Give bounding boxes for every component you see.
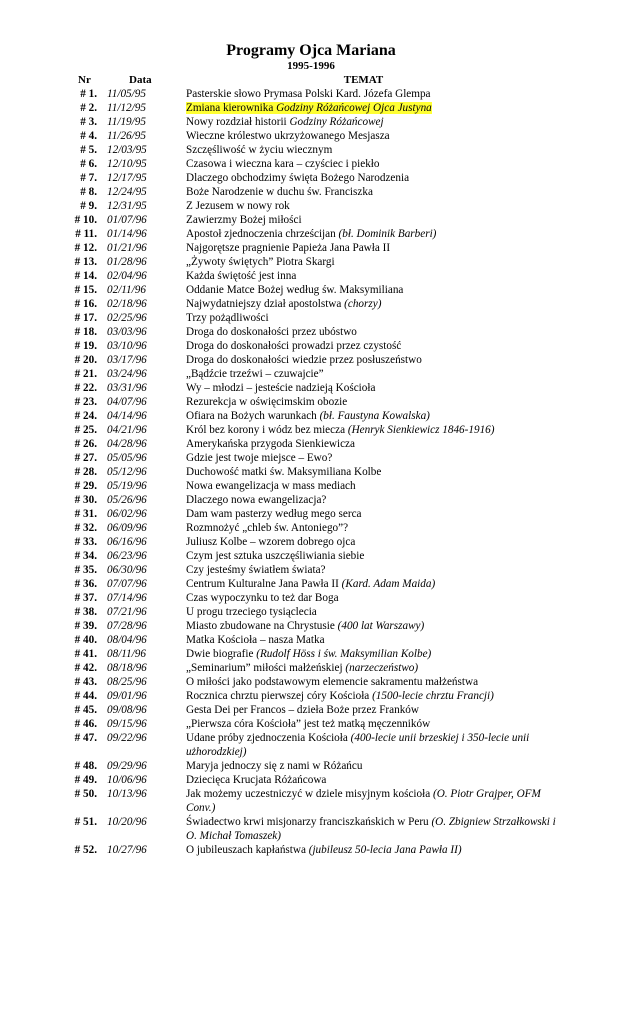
program-number: # 7. xyxy=(80,172,97,184)
program-topic xyxy=(186,297,556,311)
topic-text: Czasowa i wieczna kara – czyściec i piekło xyxy=(186,158,380,170)
topic-italic-text: (400 lat Warszawy) xyxy=(337,620,425,632)
list-item xyxy=(0,759,622,773)
topic-text: Droga do doskonałości prowadzi przez czystość xyxy=(186,340,402,352)
program-number: # 20. xyxy=(74,354,97,366)
program-number: # 27. xyxy=(74,452,97,464)
column-header-data: Data xyxy=(129,74,152,86)
program-number: # 16. xyxy=(74,298,97,310)
program-topic xyxy=(186,171,556,185)
program-date: 06/16/96 xyxy=(107,536,147,548)
topic-italic-text: (Kard. Adam Maida) xyxy=(341,578,436,590)
list-item xyxy=(0,325,622,339)
topic-text: Szczęśliwość w życiu wiecznym xyxy=(186,144,333,156)
topic-text: O miłości jako podstawowym elemencie sakramentu małżeństwa xyxy=(186,676,479,688)
program-number: # 40. xyxy=(74,634,97,646)
program-number: # 5. xyxy=(80,144,97,156)
topic-text: „Pierwsza córa Kościoła” jest też matką męczenników xyxy=(186,718,431,730)
program-number: # 43. xyxy=(74,676,97,688)
topic-italic-text: (jubileusz 50-lecia Jana Pawła II) xyxy=(308,844,462,856)
program-topic xyxy=(186,549,556,563)
program-topic xyxy=(186,661,556,675)
topic-text: Dziecięca Krucjata Różańcowa xyxy=(186,774,327,786)
program-topic xyxy=(186,493,556,507)
list-item xyxy=(0,577,622,591)
program-number: # 47. xyxy=(74,732,97,744)
program-date: 09/01/96 xyxy=(107,690,147,702)
program-topic xyxy=(186,367,556,381)
program-topic xyxy=(186,843,556,857)
program-topic xyxy=(186,143,556,157)
program-topic xyxy=(186,605,556,619)
topic-text: Droga do doskonałości wiedzie przez posłuszeństwo xyxy=(186,354,422,366)
program-number: # 48. xyxy=(74,760,97,772)
topic-text: Czym jest sztuka uszczęśliwiania siebie xyxy=(186,550,365,562)
list-item xyxy=(0,185,622,199)
program-date: 01/21/96 xyxy=(107,242,147,254)
program-number: # 41. xyxy=(74,648,97,660)
topic-text: Gesta Dei per Francos – dzieła Boże przez Franków xyxy=(186,704,419,716)
topic-italic-text: (1500-lecie chrztu Francji) xyxy=(372,690,494,702)
program-topic xyxy=(186,787,556,815)
list-item xyxy=(0,241,622,255)
program-date: 03/03/96 xyxy=(107,326,147,338)
topic-text: Duchowość matki św. Maksymiliana Kolbe xyxy=(186,466,382,478)
column-header-nr: Nr xyxy=(78,74,91,86)
program-topic xyxy=(186,339,556,353)
topic-text: Wy – młodzi – jesteście nadzieją Kościoła xyxy=(186,382,376,394)
topic-text: Trzy pożądliwości xyxy=(186,312,269,324)
program-topic xyxy=(186,213,556,227)
program-topic xyxy=(186,815,556,843)
topic-text: Juliusz Kolbe – wzorem dobrego ojca xyxy=(186,536,356,548)
program-topic xyxy=(186,731,556,759)
program-date: 12/31/95 xyxy=(107,200,147,212)
program-number: # 24. xyxy=(74,410,97,422)
list-item xyxy=(0,353,622,367)
program-date: 04/14/96 xyxy=(107,410,147,422)
topic-italic-text: (O. Zbigniew Strzałkowski i O. Michał Tomaszek) xyxy=(186,816,556,842)
program-number: # 9. xyxy=(80,200,97,212)
program-topic xyxy=(186,717,556,731)
program-topic xyxy=(186,381,556,395)
program-date: 07/14/96 xyxy=(107,592,147,604)
list-item xyxy=(0,717,622,731)
list-item xyxy=(0,619,622,633)
program-number: # 45. xyxy=(74,704,97,716)
topic-text: „Żywoty świętych” Piotra Skargi xyxy=(186,256,335,268)
topic-text: Dlaczego obchodzimy święta Bożego Narodzenia xyxy=(186,172,410,184)
program-topic xyxy=(186,409,556,423)
program-topic xyxy=(186,311,556,325)
list-item xyxy=(0,129,622,143)
program-number: # 50. xyxy=(74,788,97,800)
topic-text: Świadectwo krwi misjonarzy franciszkańskich w Peru xyxy=(186,816,432,828)
topic-text: „Bądźcie trzeźwi – czuwajcie” xyxy=(186,368,324,380)
program-number: # 3. xyxy=(80,116,97,128)
program-number: # 1. xyxy=(80,88,97,100)
program-number: # 29. xyxy=(74,480,97,492)
program-number: # 4. xyxy=(80,130,97,142)
program-date: 01/28/96 xyxy=(107,256,147,268)
list-item xyxy=(0,115,622,129)
program-topic xyxy=(186,325,556,339)
program-number: # 38. xyxy=(74,606,97,618)
program-number: # 17. xyxy=(74,312,97,324)
program-date: 08/04/96 xyxy=(107,634,147,646)
topic-text: Zawierzmy Bożej miłości xyxy=(186,214,302,226)
topic-italic-text: Godziny Różańcowej Ojca Justyna xyxy=(276,102,432,114)
list-item xyxy=(0,563,622,577)
program-topic xyxy=(186,675,556,689)
topic-text: Amerykańska przygoda Sienkiewicza xyxy=(186,438,355,450)
topic-text: Z Jezusem w nowy rok xyxy=(186,200,290,212)
program-date: 05/26/96 xyxy=(107,494,147,506)
list-item xyxy=(0,395,622,409)
program-date: 12/24/95 xyxy=(107,186,147,198)
program-number: # 2. xyxy=(80,102,97,114)
topic-text: Boże Narodzenie w duchu św. Franciszka xyxy=(186,186,373,198)
topic-italic-text: (narzeczeństwo) xyxy=(345,662,419,674)
program-number: # 8. xyxy=(80,186,97,198)
program-topic xyxy=(186,759,556,773)
program-number: # 15. xyxy=(74,284,97,296)
list-item xyxy=(0,689,622,703)
topic-text: Nowa ewangelizacja w mass mediach xyxy=(186,480,356,492)
program-date: 03/10/96 xyxy=(107,340,147,352)
list-item xyxy=(0,535,622,549)
program-number: # 42. xyxy=(74,662,97,674)
list-item xyxy=(0,101,622,115)
topic-text: Najgorętsze pragnienie Papieża Jana Pawła II xyxy=(186,242,391,254)
program-date: 05/12/96 xyxy=(107,466,147,478)
program-date: 07/07/96 xyxy=(107,578,147,590)
topic-italic-text: (Rudolf Höss i św. Maksymilian Kolbe) xyxy=(256,648,432,660)
list-item xyxy=(0,787,622,815)
list-item xyxy=(0,661,622,675)
topic-text: Dam wam pasterzy według mego serca xyxy=(186,508,362,520)
list-item xyxy=(0,437,622,451)
program-topic xyxy=(186,451,556,465)
program-number: # 46. xyxy=(74,718,97,730)
program-date: 09/29/96 xyxy=(107,760,147,772)
topic-text: Oddanie Matce Bożej według św. Maksymiliana xyxy=(186,284,404,296)
program-date: 02/25/96 xyxy=(107,312,147,324)
program-number: # 36. xyxy=(74,578,97,590)
topic-text: Król bez korony i wódz bez miecza xyxy=(186,424,348,436)
program-number: # 25. xyxy=(74,424,97,436)
program-topic xyxy=(186,507,556,521)
program-date: 05/19/96 xyxy=(107,480,147,492)
program-date: 11/26/95 xyxy=(107,130,146,142)
list-item xyxy=(0,227,622,241)
program-number: # 22. xyxy=(74,382,97,394)
list-item xyxy=(0,213,622,227)
program-number: # 35. xyxy=(74,564,97,576)
list-item xyxy=(0,199,622,213)
topic-text: Matka Kościoła – nasza Matka xyxy=(186,634,325,646)
program-date: 03/24/96 xyxy=(107,368,147,380)
program-topic xyxy=(186,269,556,283)
program-number: # 44. xyxy=(74,690,97,702)
program-date: 05/05/96 xyxy=(107,452,147,464)
list-item xyxy=(0,647,622,661)
topic-text: „Seminarium” miłości małżeńskiej xyxy=(186,662,346,674)
program-topic xyxy=(186,479,556,493)
program-date: 10/06/96 xyxy=(107,774,147,786)
program-date: 07/21/96 xyxy=(107,606,147,618)
list-item xyxy=(0,675,622,689)
program-topic xyxy=(186,227,556,241)
topic-italic-text: (Henryk Sienkiewicz 1846-1916) xyxy=(347,424,495,436)
program-number: # 39. xyxy=(74,620,97,632)
topic-text: Maryja jednoczy się z nami w Różańcu xyxy=(186,760,363,772)
program-topic xyxy=(186,563,556,577)
topic-text: Najwydatniejszy dział apostolstwa xyxy=(186,298,345,310)
program-number: # 32. xyxy=(74,522,97,534)
list-item xyxy=(0,493,622,507)
program-date: 09/08/96 xyxy=(107,704,147,716)
list-item xyxy=(0,367,622,381)
program-date: 01/07/96 xyxy=(107,214,147,226)
topic-text: Ofiara na Bożych warunkach xyxy=(186,410,320,422)
document-subtitle: 1995-1996 xyxy=(287,60,335,72)
list-item xyxy=(0,521,622,535)
list-item xyxy=(0,311,622,325)
program-topic xyxy=(186,577,556,591)
program-date: 08/11/96 xyxy=(107,648,146,660)
topic-text: Miasto zbudowane na Chrystusie xyxy=(186,620,338,632)
list-item xyxy=(0,591,622,605)
program-topic xyxy=(186,101,556,115)
topic-text: U progu trzeciego tysiąclecia xyxy=(186,606,317,618)
program-number: # 49. xyxy=(74,774,97,786)
program-number: # 34. xyxy=(74,550,97,562)
program-date: 02/18/96 xyxy=(107,298,147,310)
topic-italic-text: (400-lecie unii brzeskiej i 350-lecie unii użhorodzkiej) xyxy=(186,732,530,758)
program-number: # 19. xyxy=(74,340,97,352)
program-topic xyxy=(186,129,556,143)
program-date: 03/31/96 xyxy=(107,382,147,394)
program-topic xyxy=(186,591,556,605)
program-date: 12/10/95 xyxy=(107,158,147,170)
topic-text: O jubileuszach kapłaństwa xyxy=(186,844,309,856)
topic-text: Rocznica chrztu pierwszej córy Kościoła xyxy=(186,690,373,702)
list-item xyxy=(0,143,622,157)
topic-text: Nowy rozdział historii xyxy=(186,116,290,128)
program-topic xyxy=(186,465,556,479)
topic-text: Pasterskie słowo Prymasa Polski Kard. Józefa Glempa xyxy=(186,88,431,100)
program-number: # 14. xyxy=(74,270,97,282)
list-item xyxy=(0,465,622,479)
program-date: 04/21/96 xyxy=(107,424,147,436)
program-number: # 11. xyxy=(75,228,97,240)
program-topic xyxy=(186,157,556,171)
program-topic xyxy=(186,395,556,409)
program-number: # 51. xyxy=(74,816,97,828)
topic-text: Apostoł zjednoczenia chrześcijan xyxy=(186,228,339,240)
program-topic xyxy=(186,619,556,633)
list-item xyxy=(0,843,622,857)
program-topic xyxy=(186,521,556,535)
topic-italic-text: Godziny Różańcowej xyxy=(289,116,384,128)
program-topic xyxy=(186,535,556,549)
program-date: 04/28/96 xyxy=(107,438,147,450)
program-topic xyxy=(186,633,556,647)
list-item xyxy=(0,297,622,311)
list-item xyxy=(0,171,622,185)
list-item xyxy=(0,409,622,423)
list-item xyxy=(0,157,622,171)
program-topic xyxy=(186,703,556,717)
topic-text: Wieczne królestwo ukrzyżowanego Mesjasza xyxy=(186,130,390,142)
list-item xyxy=(0,731,622,759)
program-date: 09/15/96 xyxy=(107,718,147,730)
program-topic xyxy=(186,437,556,451)
topic-italic-text: (bł. Faustyna Kowalska) xyxy=(319,410,430,422)
program-date: 03/17/96 xyxy=(107,354,147,366)
topic-text: Rozmnożyć „chleb św. Antoniego”? xyxy=(186,522,349,534)
program-date: 06/02/96 xyxy=(107,508,147,520)
program-date: 10/27/96 xyxy=(107,844,147,856)
program-date: 06/30/96 xyxy=(107,564,147,576)
program-number: # 10. xyxy=(74,214,97,226)
program-list xyxy=(0,87,622,857)
program-number: # 6. xyxy=(80,158,97,170)
program-topic xyxy=(186,423,556,437)
topic-text: Czas wypoczynku to też dar Boga xyxy=(186,592,339,604)
program-date: 12/03/95 xyxy=(107,144,147,156)
list-item xyxy=(0,507,622,521)
topic-text: Zmiana kierownika xyxy=(186,102,277,114)
program-topic xyxy=(186,255,556,269)
list-item xyxy=(0,423,622,437)
program-date: 10/20/96 xyxy=(107,816,147,828)
list-item xyxy=(0,773,622,787)
column-header-temat: TEMAT xyxy=(343,74,384,86)
list-item xyxy=(0,633,622,647)
program-number: # 28. xyxy=(74,466,97,478)
program-number: # 37. xyxy=(74,592,97,604)
topic-text: Jak możemy uczestniczyć w dziele misyjnym kościoła xyxy=(186,788,433,800)
program-date: 06/23/96 xyxy=(107,550,147,562)
list-item xyxy=(0,283,622,297)
list-item xyxy=(0,269,622,283)
list-item xyxy=(0,381,622,395)
program-date: 06/09/96 xyxy=(107,522,147,534)
program-number: # 21. xyxy=(74,368,97,380)
topic-text: Udane próby zjednoczenia Kościoła xyxy=(186,732,351,744)
list-item xyxy=(0,451,622,465)
list-item xyxy=(0,255,622,269)
list-item xyxy=(0,479,622,493)
program-number: # 30. xyxy=(74,494,97,506)
document-title: Programy Ojca Mariana xyxy=(226,42,396,59)
list-item xyxy=(0,605,622,619)
program-date: 11/12/95 xyxy=(107,102,146,114)
program-date: 09/22/96 xyxy=(107,732,147,744)
program-number: # 12. xyxy=(74,242,97,254)
topic-italic-text: (O. Piotr Grajper, OFM Conv.) xyxy=(186,788,541,814)
topic-text: Rezurekcja w oświęcimskim obozie xyxy=(186,396,348,408)
program-date: 11/05/95 xyxy=(107,88,146,100)
topic-text: Gdzie jest twoje miejsce – Ewo? xyxy=(186,452,333,464)
program-topic xyxy=(186,283,556,297)
topic-italic-text: (bł. Dominik Barberi) xyxy=(338,228,437,240)
program-topic xyxy=(186,353,556,367)
program-number: # 13. xyxy=(74,256,97,268)
program-date: 10/13/96 xyxy=(107,788,147,800)
topic-text: Centrum Kulturalne Jana Pawła II xyxy=(186,578,342,590)
program-topic xyxy=(186,241,556,255)
program-date: 11/19/95 xyxy=(107,116,146,128)
program-number: # 23. xyxy=(74,396,97,408)
program-date: 08/25/96 xyxy=(107,676,147,688)
program-topic xyxy=(186,87,556,101)
topic-italic-text: (chorzy) xyxy=(344,298,382,310)
program-date: 02/04/96 xyxy=(107,270,147,282)
list-item xyxy=(0,549,622,563)
program-topic xyxy=(186,185,556,199)
program-number: # 33. xyxy=(74,536,97,548)
program-topic xyxy=(186,773,556,787)
program-date: 01/14/96 xyxy=(107,228,147,240)
program-date: 02/11/96 xyxy=(107,284,146,296)
program-number: # 26. xyxy=(74,438,97,450)
topic-text: Każda świętość jest inna xyxy=(186,270,297,282)
program-topic xyxy=(186,115,556,129)
list-item xyxy=(0,815,622,843)
program-date: 12/17/95 xyxy=(107,172,147,184)
list-item xyxy=(0,87,622,101)
topic-text: Dwie biografie xyxy=(186,648,257,660)
list-item xyxy=(0,339,622,353)
program-number: # 18. xyxy=(74,326,97,338)
program-number: # 52. xyxy=(74,844,97,856)
topic-text: Dlaczego nowa ewangelizacja? xyxy=(186,494,327,506)
topic-text: Droga do doskonałości przez ubóstwo xyxy=(186,326,357,338)
program-topic xyxy=(186,199,556,213)
topic-text: Czy jesteśmy światłem świata? xyxy=(186,564,326,576)
list-item xyxy=(0,703,622,717)
program-date: 08/18/96 xyxy=(107,662,147,674)
program-date: 07/28/96 xyxy=(107,620,147,632)
program-date: 04/07/96 xyxy=(107,396,147,408)
program-topic xyxy=(186,689,556,703)
program-number: # 31. xyxy=(74,508,97,520)
program-topic xyxy=(186,647,556,661)
